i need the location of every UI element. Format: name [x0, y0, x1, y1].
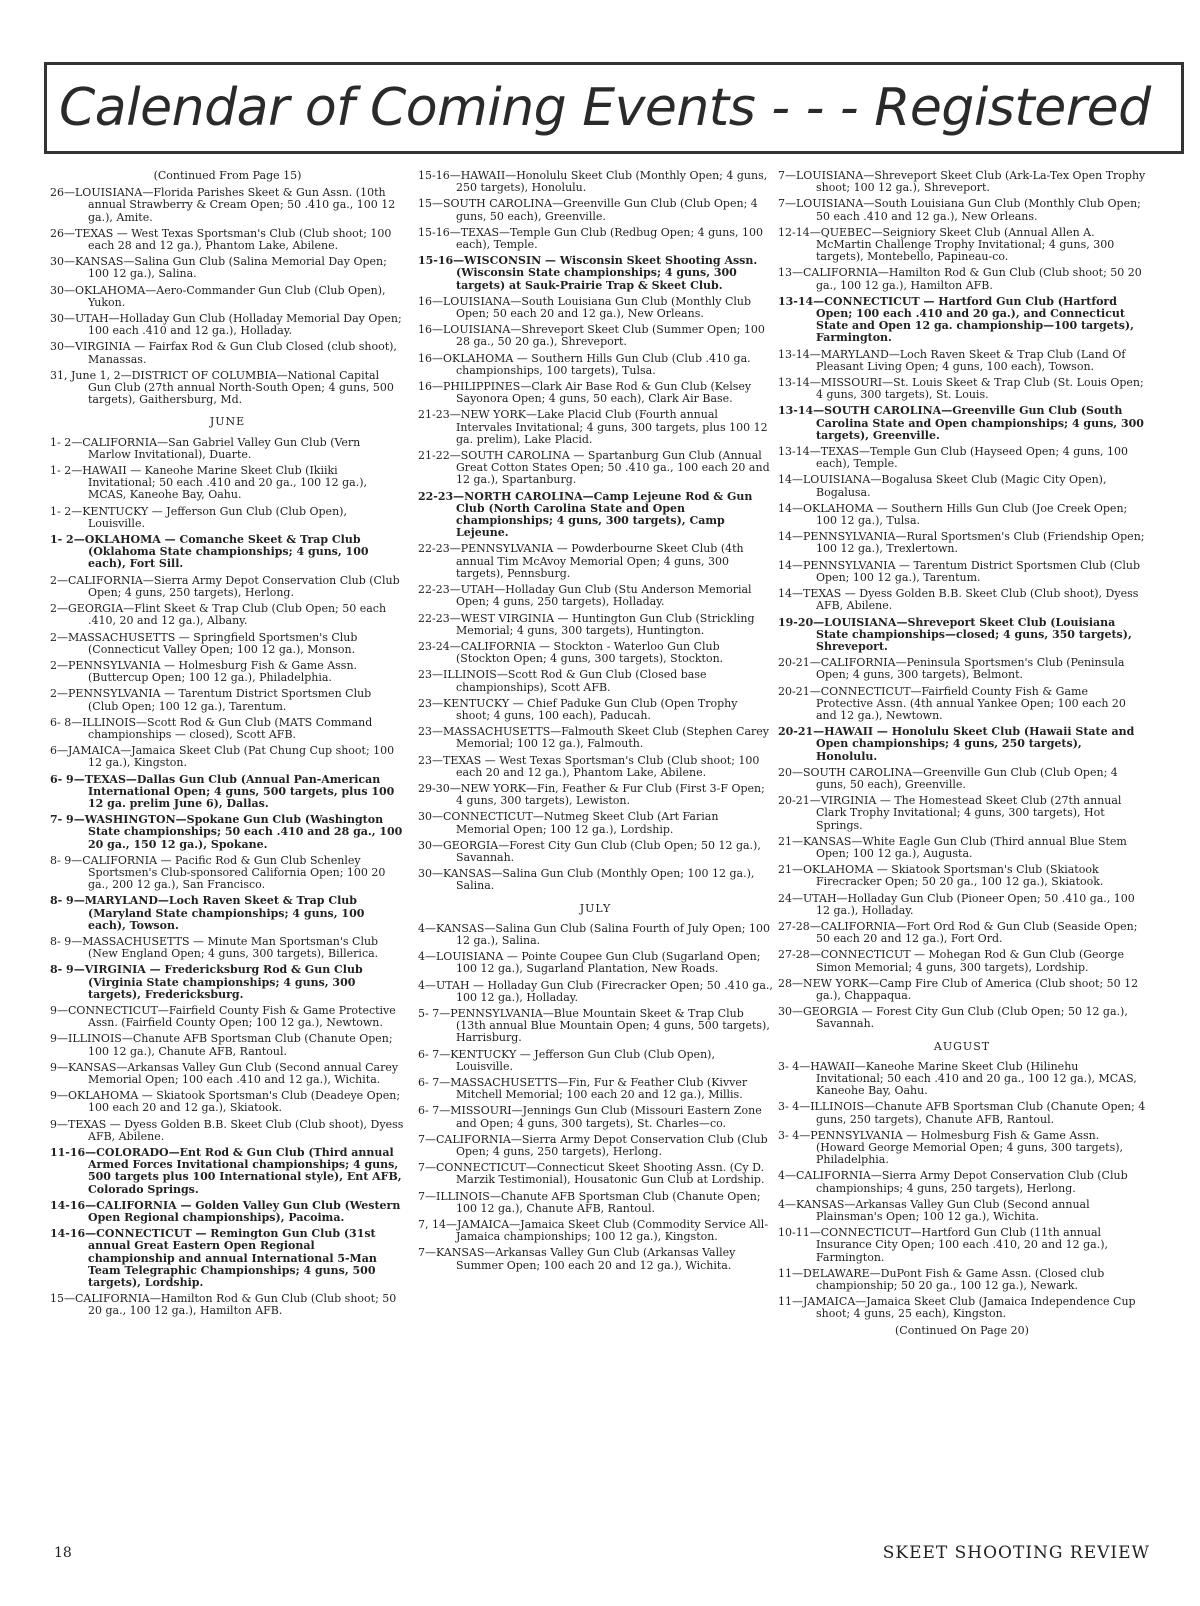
event-entry: 7—ILLINOIS—Chanute AFB Sportsman Club (Chanute Open; 100 12 ga.), Chanute AFB, Rantoul. — [418, 1189, 761, 1215]
event-entry: 9—ILLINOIS—Chanute AFB Sportsman Club (Chanute Open; 100 12 ga.), Chanute AFB, Rantoul. — [50, 1032, 393, 1058]
event-entry: 26—LOUISIANA—Florida Parishes Skeet & Gun Assn. (10th annual Strawberry & Cream Open; 50 .410 ga., 100 12 ga.), Amite. — [50, 186, 396, 224]
event-entry: 7—CALIFORNIA—Sierra Army Depot Conservation Club (Club Open; 4 guns, 250 targets), Herlong. — [418, 1132, 768, 1159]
event-entry: 13—CALIFORNIA—Hamilton Rod & Gun Club (Club shoot; 50 20 ga., 100 12 ga.), Hamilton AFB. — [778, 266, 1142, 292]
event-entry: 20-21—HAWAII — Honolulu Skeet Club (Hawaii State and Open championships; 4 guns, 250 targets), Honolulu. — [778, 725, 1135, 763]
continuation-note: (Continued From Page 15) — [153, 170, 302, 182]
event-entry: 16—LOUISIANA—Shreveport Skeet Club (Summer Open; 100 28 ga., 50 20 ga.), Shreveport. — [418, 323, 765, 349]
event-entry: 6—JAMAICA—Jamaica Skeet Club (Pat Chung Cup shoot; 100 12 ga.), Kingston. — [50, 744, 395, 770]
continuation-note: (Continued On Page 20) — [895, 1323, 1029, 1337]
title-box — [44, 62, 1184, 154]
event-entry: 6- 8—ILLINOIS—Scott Rod & Gun Club (MATS Command championships — closed), Scott AFB. — [50, 715, 373, 741]
magazine-title: SKEET SHOOTING REVIEW — [882, 1543, 1150, 1563]
event-entry: 16—OKLAHOMA — Southern Hills Gun Club (Club .410 ga. championships, 100 targets), Tulsa. — [418, 351, 751, 377]
event-entry: 13-14—CONNECTICUT — Hartford Gun Club (Hartford Open; 100 each .410 and 20 ga.), and Connecticut State and Open 12 ga. championship—100 targets), Farmington. — [778, 294, 1134, 345]
event-entry: 1- 2—HAWAII — Kaneohe Marine Skeet Club (Ikiiki Invitational; 50 each .410 and 20 ga., 100 12 ga.), MCAS, Kaneohe Bay, Oahu. — [50, 464, 367, 502]
event-entry: 13-14—TEXAS—Temple Gun Club (Hayseed Open; 4 guns, 100 each), Temple. — [778, 445, 1129, 471]
event-entry: 23—ILLINOIS—Scott Rod & Gun Club (Closed base championships), Scott AFB. — [418, 668, 707, 694]
event-entry: 14—TEXAS — Dyess Golden B.B. Skeet Club (Club shoot), Dyess AFB, Abilene. — [778, 587, 1139, 613]
event-entry: 30—OKLAHOMA—Aero-Commander Gun Club (Club Open), Yukon. — [50, 283, 386, 309]
month-heading: AUGUST — [933, 1039, 991, 1053]
event-entry: 14-16—CALIFORNIA — Golden Valley Gun Club (Western Open Regional championships), Pacoima. — [50, 1198, 401, 1225]
event-entry: 27-28—CALIFORNIA—Fort Ord Rod & Gun Club (Seaside Open; 50 each 20 and 12 ga.), Fort Ord. — [778, 919, 1138, 946]
event-entry: 22-23—PENNSYLVANIA — Powderbourne Skeet Club (4th annual Tim McAvoy Memorial Open; 4 guns, 300 targets), Pennsburg. — [418, 542, 744, 580]
month-heading: JULY — [579, 901, 612, 915]
event-entry: 30—UTAH—Holladay Gun Club (Holladay Memorial Day Open; 100 each .410 and 12 ga.), Holladay. — [50, 312, 402, 338]
month-heading: JUNE — [209, 415, 246, 429]
page-number: 18 — [54, 1545, 72, 1561]
event-entry: 21-22—SOUTH CAROLINA — Spartanburg Gun Club (Annual Great Cotton States Open; 50 .410 ga., 100 each 20 and 12 ga.), Spartanburg. — [418, 449, 770, 487]
event-entry: 16—PHILIPPINES—Clark Air Base Rod & Gun Club (Kelsey Sayonora Open; 4 guns, 50 each), Clark Air Base. — [418, 380, 752, 406]
event-entry: 1- 2—KENTUCKY — Jefferson Gun Club (Club Open), Louisville. — [50, 504, 347, 530]
event-entry: 12-14—QUEBEC—Seigniory Skeet Club (Annual Allen A. McMartin Challenge Trophy Invitational; 4 guns, 300 targets), Montebello, Papineau-co. — [778, 225, 1115, 264]
column-1 — [50, 170, 405, 1536]
event-entry: 23-24—CALIFORNIA — Stockton - Waterloo Gun Club (Stockton Open; 4 guns, 300 targets), Stockton. — [418, 639, 724, 666]
event-entry: 30—CONNECTICUT—Nutmeg Skeet Club (Art Farian Memorial Open; 100 12 ga.), Lordship. — [418, 810, 719, 836]
event-entry: 30—VIRGINIA — Fairfax Rod & Gun Club Closed (club shoot), Manassas. — [50, 340, 397, 366]
event-entry: 10-11—CONNECTICUT—Hartford Gun Club (11th annual Insurance City Open; 100 each .410, 20 and 12 ga.), Farmington. — [778, 1226, 1108, 1264]
event-entry: 16—LOUISIANA—South Louisiana Gun Club (Monthly Club Open; 50 each 20 and 12 ga.), New Orleans. — [418, 294, 752, 321]
event-entry: 3- 4—ILLINOIS—Chanute AFB Sportsman Club (Chanute Open; 4 guns, 250 targets), Chanute AFB, Rantoul. — [778, 1100, 1146, 1126]
event-entry: 30—KANSAS—Salina Gun Club (Salina Memorial Day Open; 100 12 ga.), Salina. — [50, 255, 387, 281]
event-entry: 20-21—VIRGINIA — The Homestead Skeet Club (27th annual Clark Trophy Invitational; 4 guns, 300 targets), Hot Springs. — [778, 794, 1122, 832]
event-entry: 15-16—WISCONSIN — Wisconsin Skeet Shooting Assn. (Wisconsin State championships; 4 guns, 300 targets) at Sauk-Prairie Trap & Skeet Club. — [418, 254, 758, 292]
event-entry: 30—GEORGIA — Forest City Gun Club (Club Open; 50 12 ga.), Savannah. — [778, 1005, 1128, 1031]
event-entry: 20-21—CALIFORNIA—Peninsula Sportsmen's Club (Peninsula Open; 4 guns, 300 targets), Belmont. — [778, 656, 1125, 682]
event-entry: 4—KANSAS—Salina Gun Club (Salina Fourth of July Open; 100 12 ga.), Salina. — [418, 921, 770, 947]
event-entry: 30—KANSAS—Salina Gun Club (Monthly Open; 100 12 ga.), Salina. — [418, 867, 755, 893]
event-entry: 14—OKLAHOMA — Southern Hills Gun Club (Joe Creek Open; 100 12 ga.), Tulsa. — [778, 501, 1128, 528]
event-entry: 22-23—UTAH—Holladay Gun Club (Stu Anderson Memorial Open; 4 guns, 250 targets), Holladay. — [418, 583, 752, 609]
event-entry: 14—PENNSYLVANIA — Tarentum District Sportsmen Club (Club Open; 100 12 ga.), Tarentum. — [778, 558, 1141, 584]
event-entry: 22-23—NORTH CAROLINA—Camp Lejeune Rod & Gun Club (North Carolina State and Open championships; 4 guns, 300 targets), Camp Lejeune. — [418, 489, 753, 540]
event-entry: 14—LOUISIANA—Bogalusa Skeet Club (Magic City Open), Bogalusa. — [778, 473, 1107, 499]
event-entry: 30—GEORGIA—Forest City Gun Club (Club Open; 50 12 ga.), Savannah. — [418, 838, 761, 864]
event-entry: 21—KANSAS—White Eagle Gun Club (Third annual Blue Stem Open; 100 12 ga.), Augusta. — [778, 834, 1127, 860]
event-entry: 23—MASSACHUSETTS—Falmouth Skeet Club (Stephen Carey Memorial; 100 12 ga.), Falmouth. — [418, 725, 770, 751]
column-3 — [778, 170, 1146, 1536]
event-entry: 20—SOUTH CAROLINA—Greenville Gun Club (Club Open; 4 guns, 50 each), Greenville. — [778, 765, 1118, 791]
column-2 — [418, 170, 773, 1536]
event-entry: 13-14—SOUTH CAROLINA—Greenville Gun Club (South Carolina State and Open championships; 4 guns, 300 targets), Greenville. — [778, 404, 1144, 442]
event-entry: 4—UTAH — Holladay Gun Club (Firecracker Open; 50 .410 ga., 100 12 ga.), Holladay. — [418, 978, 773, 1004]
event-entry: 29-30—NEW YORK—Fin, Feather & Fur Club (First 3-F Open; 4 guns, 300 targets), Lewiston. — [418, 781, 765, 808]
event-entry: 2—CALIFORNIA—Sierra Army Depot Conservation Club (Club Open; 4 guns, 250 targets), Herlong. — [50, 573, 400, 599]
event-entry: 11—DELAWARE—DuPont Fish & Game Assn. (Closed club championship; 50 20 ga., 100 12 ga.), Newark. — [778, 1266, 1105, 1293]
event-entry: 15-16—HAWAII—Honolulu Skeet Club (Monthly Open; 4 guns, 250 targets), Honolulu. — [418, 170, 768, 195]
event-entry: 15—SOUTH CAROLINA—Greenville Gun Club (Club Open; 4 guns, 50 each), Greenville. — [418, 197, 758, 223]
event-entry: 23—TEXAS — West Texas Sportsman's Club (Club shoot; 100 each 20 and 12 ga.), Phantom Lake, Abilene. — [418, 753, 760, 779]
event-entry: 8- 9—CALIFORNIA — Pacific Rod & Gun Club Schenley Sportsmen's Club-sponsored California Open; 100 20 ga., 200 12 ga.), San Francisco. — [50, 853, 386, 892]
event-entry: 6- 7—MASSACHUSETTS—Fin, Fur & Feather Club (Kivver Mitchell Memorial; 100 each 20 and 12 ga.), Millis. — [418, 1076, 748, 1102]
event-entry: 23—KENTUCKY — Chief Paduke Gun Club (Open Trophy shoot; 4 guns, 100 each), Paducah. — [418, 696, 738, 722]
event-entry: 4—CALIFORNIA—Sierra Army Depot Conservation Club (Club championships; 4 guns, 250 targets), Herlong. — [778, 1169, 1128, 1195]
event-entry: 9—OKLAHOMA — Skiatook Sportsman's Club (Deadeye Open; 100 each 20 and 12 ga.), Skiatook. — [50, 1089, 401, 1115]
event-entry: 21-23—NEW YORK—Lake Placid Club (Fourth annual Intervales Invitational; 4 guns, 300 targets, plus 100 12 ga. prelim), Lake Placid. — [418, 408, 768, 446]
event-entry: 9—TEXAS — Dyess Golden B.B. Skeet Club (Club shoot), Dyess AFB, Abilene. — [50, 1117, 404, 1143]
event-entry: 6- 7—KENTUCKY — Jefferson Gun Club (Club Open), Louisville. — [418, 1047, 715, 1073]
event-entry: 13-14—MISSOURI—St. Louis Skeet & Trap Club (St. Louis Open; 4 guns, 300 targets), St. Louis. — [778, 376, 1144, 402]
event-entry: 11—JAMAICA—Jamaica Skeet Club (Jamaica Independence Cup shoot; 4 guns, 25 each), Kingston. — [778, 1295, 1136, 1321]
event-entry: 4—KANSAS—Arkansas Valley Gun Club (Second annual Plainsman's Open; 100 12 ga.), Wichita. — [778, 1197, 1090, 1224]
event-entry: 15—CALIFORNIA—Hamilton Rod & Gun Club (Club shoot; 50 20 ga., 100 12 ga.), Hamilton AFB. — [50, 1292, 397, 1318]
event-entry: 22-23—WEST VIRGINIA — Huntington Gun Club (Strickling Memorial; 4 guns, 300 targets), Huntington. — [418, 611, 755, 637]
event-entry: 9—CONNECTICUT—Fairfield County Fish & Game Protective Assn. (Fairfield County Open; 100 12 ga.), Newtown. — [50, 1003, 396, 1030]
event-entry: 9—KANSAS—Arkansas Valley Gun Club (Second annual Carey Memorial Open; 100 each .410 and 12 ga.), Wichita. — [50, 1060, 399, 1086]
page-title: Calendar of Coming Events - - - Registered — [59, 78, 1151, 138]
event-entry: 7—CONNECTICUT—Connecticut Skeet Shooting Assn. (Cy D. Marzik Testimonial), Housatonic Gun Club at Lordship. — [418, 1161, 765, 1187]
event-entry: 6- 9—TEXAS—Dallas Gun Club (Annual Pan-American International Open; 4 guns, 500 targets, plus 100 12 ga. prelim June 6), Dallas. — [50, 772, 395, 810]
event-entry: 19-20—LOUISIANA—Shreveport Skeet Club (Louisiana State championships—closed; 4 guns, 350 targets), Shreveport. — [778, 615, 1132, 653]
event-entry: 2—PENNSYLVANIA — Tarentum District Sportsmen Club (Club Open; 100 12 ga.), Tarentum. — [50, 687, 372, 713]
event-entry: 28—NEW YORK—Camp Fire Club of America (Club shoot; 50 12 ga.), Chappaqua. — [778, 976, 1139, 1002]
event-entry: 31, June 1, 2—DISTRICT OF COLUMBIA—National Capital Gun Club (27th annual North-South Open; 4 guns, 500 targets), Gaithersburg, Md. — [50, 368, 394, 407]
event-entry: 1- 2—OKLAHOMA — Comanche Skeet & Trap Club (Oklahoma State championships; 4 guns, 100 each), Fort Sill. — [50, 533, 369, 571]
event-entry: 6- 7—MISSOURI—Jennings Gun Club (Missouri Eastern Zone and Open; 4 guns, 300 targets), St. Charles—co. — [418, 1104, 762, 1130]
event-entry: 5- 7—PENNSYLVANIA—Blue Mountain Skeet & Trap Club (13th annual Blue Mountain Open; 4 guns, 500 targets), Harrisburg. — [418, 1006, 770, 1045]
event-entry: 15-16—TEXAS—Temple Gun Club (Redbug Open; 4 guns, 100 each), Temple. — [418, 225, 763, 252]
event-entry: 8- 9—MASSACHUSETTS — Minute Man Sportsman's Club (New England Open; 4 guns, 300 targets), Billerica. — [50, 934, 379, 961]
event-entry: 26—TEXAS — West Texas Sportsman's Club (Club shoot; 100 each 28 and 12 ga.), Phantom Lake, Abilene. — [50, 226, 392, 253]
event-entry: 3- 4—PENNSYLVANIA — Holmesburg Fish & Game Assn. (Howard George Memorial Open; 4 guns, 300 targets), Philadelphia. — [778, 1128, 1124, 1167]
event-entry: 7—KANSAS—Arkansas Valley Gun Club (Arkansas Valley Summer Open; 100 each 20 and 12 ga.), Wichita. — [418, 1246, 736, 1272]
event-entry: 4—LOUISIANA — Pointe Coupee Gun Club (Sugarland Open; 100 12 ga.), Sugarland Plantation, New Roads. — [418, 950, 761, 976]
event-entry: 20-21—CONNECTICUT—Fairfield County Fish & Game Protective Assn. (4th annual Yankee Open; 100 each 20 and 12 ga.), Newtown. — [778, 684, 1126, 722]
event-entry: 8- 9—MARYLAND—Loch Raven Skeet & Trap Club (Maryland State championships; 4 guns, 100 each), Towson. — [50, 894, 365, 932]
event-entry: 7- 9—WASHINGTON—Spokane Gun Club (Washington State championships; 50 each .410 and 28 ga., 100 20 ga., 150 12 ga.), Spokane. — [50, 813, 403, 851]
event-entry: 14-16—CONNECTICUT — Remington Gun Club (31st annual Great Eastern Open Regional championship and annual International 5-Man Team Telegraphic Championships; 4 guns, 500 targets), Lordship. — [50, 1227, 377, 1290]
event-entry: 14—PENNSYLVANIA—Rural Sportsmen's Club (Friendship Open; 100 12 ga.), Trexlertown. — [778, 530, 1145, 556]
event-entry: 3- 4—HAWAII—Kaneohe Marine Skeet Club (Hilinehu Invitational; 50 each .410 and 20 ga., 100 12 ga.), MCAS, Kaneohe Bay, Oahu. — [778, 1059, 1137, 1098]
event-entry: 2—MASSACHUSETTS — Springfield Sportsmen's Club (Connecticut Valley Open; 100 12 ga.), Monson. — [50, 630, 358, 656]
event-entry: 2—GEORGIA—Flint Skeet & Trap Club (Club Open; 50 each .410, 20 and 12 ga.), Albany. — [50, 602, 387, 628]
event-entry: 24—UTAH—Holladay Gun Club (Pioneer Open; 50 .410 ga., 100 12 ga.), Holladay. — [778, 891, 1135, 917]
event-entry: 7—LOUISIANA—Shreveport Skeet Club (Ark-La-Tex Open Trophy shoot; 100 12 ga.), Shreveport. — [778, 170, 1146, 195]
event-entry: 13-14—MARYLAND—Loch Raven Skeet & Trap Club (Land Of Pleasant Living Open; 4 guns, 100 each), Towson. — [778, 347, 1126, 373]
event-entry: 11-16—COLORADO—Ent Rod & Gun Club (Third annual Armed Forces Invitational championships; 4 guns, 500 targets plus 100 International style), Ent AFB, Colorado Springs. — [50, 1146, 402, 1196]
event-entry: 7, 14—JAMAICA—Jamaica Skeet Club (Commodity Service All-Jamaica championships; 100 12 ga.), Kingston. — [418, 1218, 769, 1244]
event-entry: 7—LOUISIANA—South Louisiana Gun Club (Monthly Club Open; 50 each .410 and 12 ga.), New Orleans. — [778, 197, 1141, 223]
event-entry: 21—OKLAHOMA — Skiatook Sportsman's Club (Skiatook Firecracker Open; 50 20 ga., 100 12 ga.), Skiatook. — [778, 863, 1104, 889]
event-entry: 2—PENNSYLVANIA — Holmesburg Fish & Game Assn. (Buttercup Open; 100 12 ga.), Philadelphia. — [50, 658, 358, 685]
event-entry: 8- 9—VIRGINIA — Fredericksburg Rod & Gun Club (Virginia State championships; 4 guns, 300 targets), Fredericksburg. — [50, 963, 363, 1001]
event-entry: 1- 2—CALIFORNIA—San Gabriel Valley Gun Club (Vern Marlow Invitational), Duarte. — [50, 435, 361, 461]
event-entry: 27-28—CONNECTICUT — Mohegan Rod & Gun Club (George Simon Memorial; 4 guns, 300 targets), Lordship. — [778, 948, 1124, 974]
